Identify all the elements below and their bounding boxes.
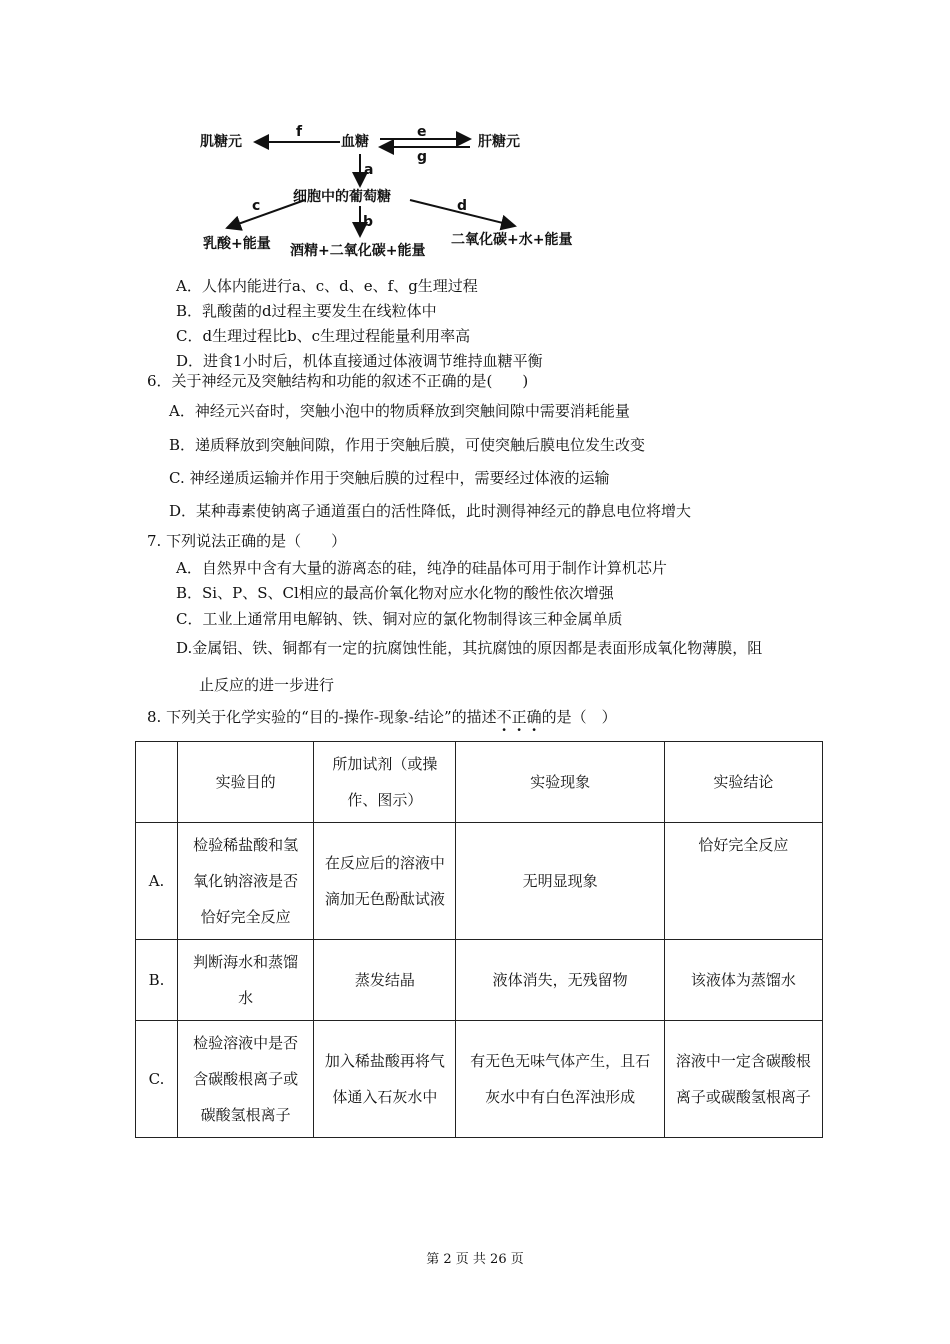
page-footer: 第 2 页 共 26 页 [426, 1252, 524, 1267]
q7-option-c: C．工业上通常用电解钠、铁、铜对应的氯化物制得该三种金属单质 [176, 610, 623, 628]
table-row [136, 940, 823, 1021]
label-b: b [363, 214, 374, 230]
header-blank [136, 742, 178, 823]
row-reagent: 加入稀盐酸再将气体通入石灰水中 [314, 1021, 456, 1138]
lactic-acid-node: 乳酸+能量 [203, 236, 271, 252]
q7-option-d-cont: 止反应的进一步进行 [199, 676, 335, 694]
q6-option-b: B．递质释放到突触间隙，作用于突触后膜，可使突触后膜电位发生改变 [169, 436, 646, 454]
q8-stem [147, 707, 617, 727]
label-c: c [252, 198, 261, 214]
row-purpose: 检验溶液中是否含碳酸根离子或碳酸氢根离子 [178, 1021, 314, 1138]
table-header-row [136, 742, 823, 823]
q7-stem: 7. 下列说法正确的是（ ） [147, 532, 347, 550]
q5-option-d: D．进食1小时后，机体直接通过体液调节维持血糖平衡 [176, 352, 543, 370]
q5-option-a: A．人体内能进行a、c、d、e、f、g生理过程 [176, 277, 478, 295]
row-label: C. [136, 1021, 178, 1138]
glucose-in-cell-node: 细胞中的葡萄糖 [293, 189, 391, 205]
row-conclusion: 溶液中一定含碳酸根离子或碳酸氢根离子 [664, 1021, 822, 1138]
q8-stem-post: 的是（ ） [541, 708, 617, 726]
label-a: a [364, 162, 374, 178]
header-conclusion: 实验结论 [664, 742, 822, 823]
header-phenomenon: 实验现象 [456, 742, 664, 823]
q7-option-a: A．自然界中含有大量的游离态的硅，纯净的硅晶体可用于制作计算机芯片 [176, 559, 667, 577]
row-purpose: 检验稀盐酸和氢氧化钠溶液是否恰好完全反应 [178, 823, 314, 940]
row-conclusion: 恰好完全反应 [664, 823, 822, 940]
q7-option-d: D.金属铝、铁、铜都有一定的抗腐蚀性能，其抗腐蚀的原因都是表面形成氧化物薄膜，阻 [176, 639, 763, 657]
q8-stem-emphasis-1: 不 [496, 708, 512, 726]
row-reagent: 在反应后的溶液中滴加无色酚酞试液 [314, 823, 456, 940]
row-conclusion: 该液体为蒸馏水 [664, 940, 822, 1021]
liver-glycogen-node: 肝糖元 [478, 134, 520, 150]
blood-sugar-node: 血糖 [341, 134, 369, 150]
q6-stem: 6．关于神经元及突触结构和功能的叙述不正确的是( ) [147, 372, 529, 390]
row-label: A. [136, 823, 178, 940]
q8-stem-emphasis-3: 确 [526, 708, 542, 726]
label-g: g [417, 149, 428, 165]
muscle-glycogen-node: 肌糖元 [200, 134, 242, 150]
label-f: f [296, 124, 303, 140]
q6-option-a: A．神经元兴奋时，突触小泡中的物质释放到突触间隙中需要消耗能量 [169, 402, 630, 420]
header-reagent: 所加试剂（或操作、图示） [314, 742, 456, 823]
row-reagent: 蒸发结晶 [314, 940, 456, 1021]
header-purpose: 实验目的 [178, 742, 314, 823]
label-e: e [417, 124, 427, 140]
q5-option-c: C．d生理过程比b、c生理过程能量利用率高 [176, 327, 471, 345]
alcohol-node: 酒精+二氧化碳+能量 [290, 243, 426, 259]
q7-option-b: B．Si、P、S、Cl相应的最高价氧化物对应水化物的酸性依次增强 [176, 584, 614, 602]
row-label: B. [136, 940, 178, 1021]
table-row [136, 823, 823, 940]
row-phenomenon: 有无色无味气体产生，且石灰水中有白色浑浊形成 [456, 1021, 664, 1138]
q6-option-c: C. 神经递质运输并作用于突触后膜的过程中，需要经过体液的运输 [169, 469, 610, 487]
q8-stem-pre: 8. 下列关于化学实验的“目的-操作-现象-结论”的描述 [147, 708, 497, 726]
row-purpose: 判断海水和蒸馏水 [178, 940, 314, 1021]
row-phenomenon: 液体消失，无残留物 [456, 940, 664, 1021]
label-d: d [457, 198, 468, 214]
q5-option-b: B．乳酸菌的d过程主要发生在线粒体中 [176, 302, 437, 320]
row-phenomenon: 无明显现象 [456, 823, 664, 940]
q8-stem-emphasis-2: 正 [511, 708, 527, 726]
co2-water-node: 二氧化碳+水+能量 [451, 232, 573, 248]
table-row [136, 1021, 823, 1138]
q8-experiment-table [135, 741, 823, 1138]
q6-option-d: D．某种毒素使钠离子通道蛋白的活性降低，此时测得神经元的静息电位将增大 [169, 502, 692, 520]
